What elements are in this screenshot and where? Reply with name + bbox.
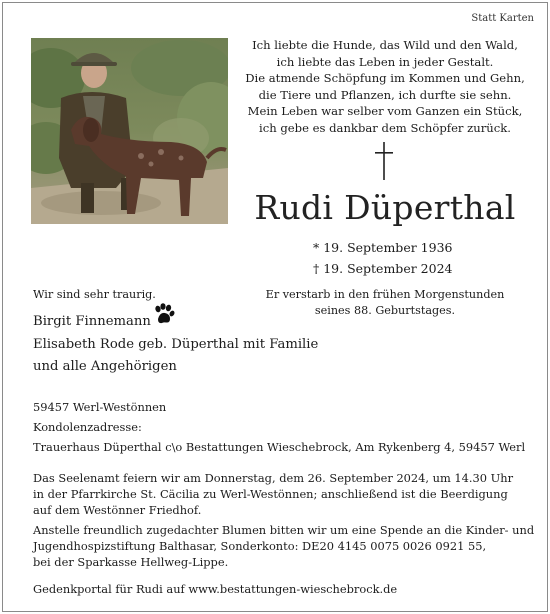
life-dates <box>313 237 452 279</box>
mourning-location: 59457 Werl-Westönnen <box>33 400 167 414</box>
memorial-portal-link[interactable]: Gedenkportal für Rudi auf www.bestattungen-wieschebrock.de <box>33 582 398 596</box>
poem-line: ich gebe es dankbar dem Schöpfer zurück. <box>259 120 511 135</box>
donation-line: bei der Sparkasse Hellweg-Lippe. <box>33 554 229 569</box>
mourners-list <box>33 311 318 379</box>
deceased-photo <box>31 38 228 224</box>
memorial-poem <box>240 37 530 137</box>
requiem-line: Das Seelenamt feiern wir am Donnerstag, dem 26. September 2024, um 14.30 Uhr <box>33 471 514 485</box>
condolence-label: Kondolenzadresse: <box>33 420 142 434</box>
death-note-line: Er verstarb in den frühen Morgenstunden <box>265 288 505 301</box>
death-date: † 19. September 2024 <box>313 261 453 276</box>
death-note <box>240 287 530 318</box>
condolence-address: Trauerhaus Düperthal c\o Bestattungen Wieschebrock, Am Rykenberg 4, 59457 Werl <box>33 440 526 454</box>
latin-cross-icon <box>372 141 396 181</box>
poem-line: Mein Leben war selber vom Ganzen ein Stück, <box>247 104 523 119</box>
death-note-line: seines 88. Geburtstages. <box>314 303 456 317</box>
requiem-line: in der Pfarrkirche St. Cäcilia zu Werl-Westönnen; anschließend ist die Beerdigung <box>33 486 508 501</box>
requiem-info <box>33 471 513 518</box>
deceased-name: Rudi Düperthal <box>254 188 516 227</box>
poem-line: die Tiere und Pflanzen, ich durfte sie sehn. <box>258 87 512 102</box>
donation-line: Anstelle freundlich zugedachter Blumen bitten wir um eine Spende an die Kinder- und <box>33 523 535 537</box>
poem-line: Die atmende Schöpfung im Kommen und Gehn, <box>245 71 525 86</box>
mourner-name: Elisabeth Rode geb. Düperthal mit Familie <box>33 336 319 352</box>
mourning-intro: Wir sind sehr traurig. <box>33 288 156 301</box>
poem-line: Ich liebte die Hunde, das Wild und den Wald, <box>252 38 518 52</box>
poem-line: ich liebte das Leben in jeder Gestalt. <box>276 54 494 69</box>
statt-karten-label: Statt Karten <box>471 13 534 24</box>
donation-info <box>33 523 534 570</box>
mourner-name: Birgit Finnemann <box>33 314 151 329</box>
birth-date: * 19. September 1936 <box>313 240 453 255</box>
requiem-line: auf dem Westönner Friedhof. <box>33 502 202 517</box>
mourner-name: und alle Angehörigen <box>33 359 177 374</box>
donation-line: Jugendhospizstiftung Balthasar, Sonderkonto: DE20 4145 0075 0026 0921 55, <box>33 538 487 553</box>
